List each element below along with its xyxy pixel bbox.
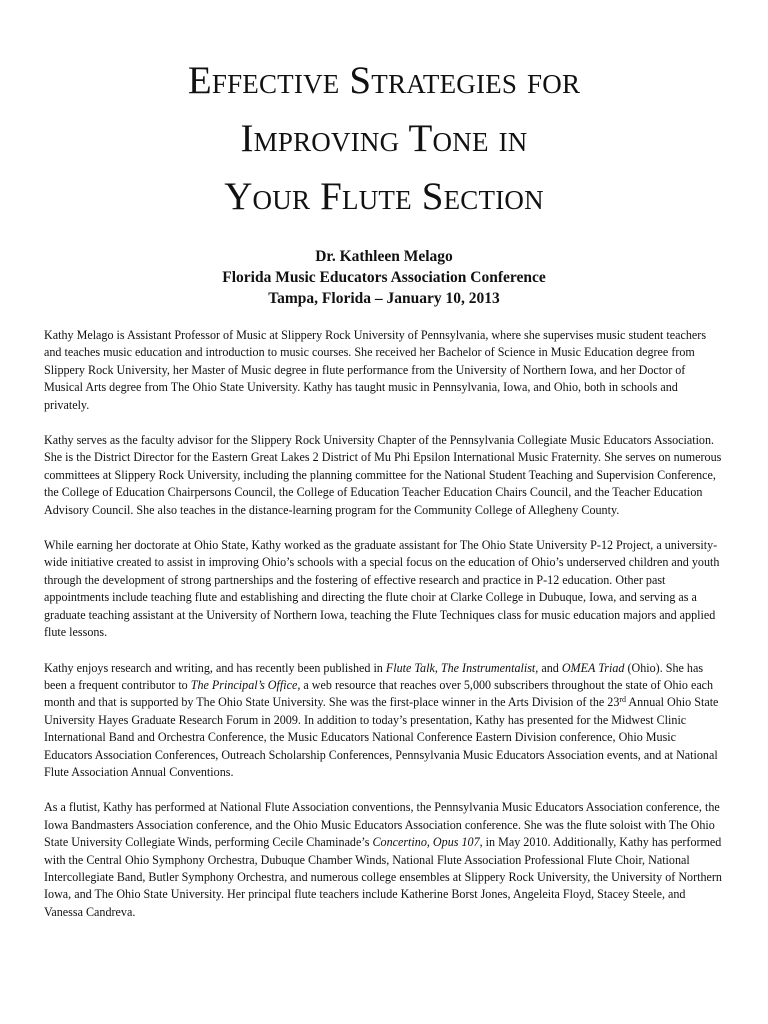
paragraph-4-text: Kathy enjoys research and writing, and has recently been published in [44,660,386,675]
conference-name: Florida Music Educators Association Conference [222,269,546,286]
title-line-3: Your Flute Section [224,175,544,218]
location-date: Tampa, Florida – January 10, 2013 [268,290,500,307]
publication-flute-talk: Flute Talk [385,660,435,675]
paragraph-4-text: (Ohio). She has been a frequent contributor to [44,660,704,692]
title-line-2: Improving Tone in [240,117,528,160]
author-name: Dr. Kathleen Melago [315,248,453,265]
ordinal-superscript: rd [619,695,627,705]
byline [44,246,724,309]
paragraph-4-text: and [538,660,562,675]
title-line-1: Effective Strategies for [187,59,581,102]
paragraph-5-text: , in May 2010. Additionally, Kathy has performed with the Central Ohio Symphony Orchestra, Dubuque Chamber Winds, National Flute Association Professional Flute Choir, National Intercollegiate Band, Butler Symphony Orchestra, and numerous college ensembles at Slippery Rock University, the University of Northern Iowa, and The Ohio State University. Her principal flute teachers include Katherine Borst Jones, Angeleita Floyd, Stacey Steele, and Vanessa Candreva. [44,835,722,919]
page-title [44,52,724,226]
publication-omea-triad: OMEA Triad [561,660,625,675]
biography-body [44,327,724,921]
paragraph-1: Kathy Melago is Assistant Professor of Music at Slippery Rock University of Pennsylvania, where she supervises music student teachers and teaches music education and introduction to music courses. She received her Bachelor of Science in Music Education degree from Slippery Rock University, her Master of Music degree in flute performance from the University of Northern Iowa, and her Doctor of Musical Arts degree from The Ohio State University. Kathy has taught music in Pennsylvania, Iowa, and Ohio, both in schools and privately. [44,328,707,412]
work-title-concertino: Concertino, Opus 107 [372,835,480,850]
paragraph-5-text: As a flutist, Kathy has performed at National Flute Association conventions, the Pennsylvania Music Educators Association conference, the Iowa Bandmasters Association conference, and the Ohio Music Educators Association conference. She was the flute soloist with The Ohio State University Collegiate Winds, performing Cecile Chaminade’s [44,800,720,850]
paragraph-3: While earning her doctorate at Ohio State, Kathy worked as the graduate assistant for The Ohio State University P-12 Project, a university-wide initiative created to assist in improving Ohio’s schools with a special focus on the education of Ohio’s underserved children and youth through the development of strong partnerships and the fostering of effective research and practice in P-12 education. Other past appointments include teaching flute and establishing and directing the flute choir at Clarke College in Dubuque, Iowa, and serving as a graduate teaching assistant at the University of Northern Iowa, teaching the Flute Techniques class for music education majors and applied flute lessons. [44,538,720,640]
publication-instrumentalist: The Instrumentalist, [440,660,539,675]
paragraph-5 [44,799,724,921]
paragraph-4-text: , [434,660,441,675]
paragraph-2: Kathy serves as the faculty advisor for the Slippery Rock University Chapter of the Pennsylvania Collegiate Music Educators Association. She is the District Director for the Eastern Great Lakes 2 District of Mu Phi Epsilon International Music Fraternity. She serves on numerous committees at Slippery Rock University, including the planning committee for the National Student Teaching and Supervision Conference, the College of Education Chairpersons Council, the College of Education Teacher Education Chairs Council, and the Teacher Education Advisory Council. She also teaches in the distance-learning program for the Community College of Allegheny County. [44,433,722,517]
paragraph-4 [44,660,724,782]
paragraph-4-text: Annual Ohio State University Hayes Graduate Research Forum in 2009. In addition to today’s presentation, Kathy has presented for the Midwest Clinic International Band and Orchestra Conference, the Music Educators National Conference Eastern Division conference, Ohio Music Educators Association Conferences, Outreach Scholarship Conferences, Pennsylvania Music Educators Association events, and at National Flute Association Annual Conventions. [44,695,719,779]
publication-principals-office: The Principal’s Office, [190,677,301,692]
paragraph-4-text: a web resource that reaches over 5,000 subscribers throughout the state of Ohio each month and that is supported by The Ohio State University. She was the first-place winner in the Arts Division of the 23 [44,677,714,710]
